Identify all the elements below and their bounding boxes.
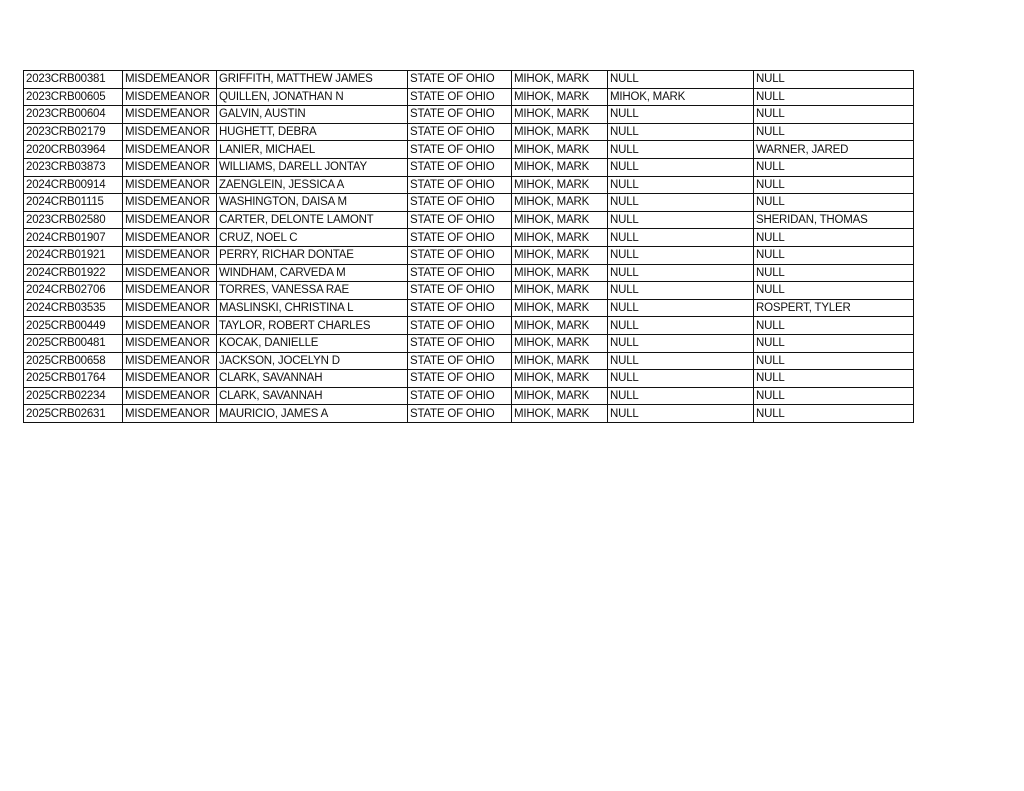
plaintiff-cell: STATE OF OHIO	[408, 370, 512, 388]
case-type-cell: MISDEMEANOR	[123, 158, 217, 176]
case-type-cell: MISDEMEANOR	[123, 211, 217, 229]
case-type-cell: MISDEMEANOR	[123, 387, 217, 405]
attorney-cell: NULL	[608, 282, 754, 300]
attorney-cell: NULL	[608, 176, 754, 194]
judge-cell: MIHOK, MARK	[512, 334, 608, 352]
defendant-name-cell: HUGHETT, DEBRA	[217, 123, 408, 141]
case-number-cell: 2023CRB00604	[24, 106, 123, 124]
table-row	[24, 176, 914, 194]
plaintiff-cell: STATE OF OHIO	[408, 71, 512, 89]
table-row	[24, 387, 914, 405]
plaintiff-cell: STATE OF OHIO	[408, 158, 512, 176]
table-row	[24, 229, 914, 247]
plaintiff-cell: STATE OF OHIO	[408, 387, 512, 405]
judge-cell: MIHOK, MARK	[512, 194, 608, 212]
plaintiff-cell: STATE OF OHIO	[408, 405, 512, 423]
case-number-cell: 2023CRB00605	[24, 88, 123, 106]
case-type-cell: MISDEMEANOR	[123, 71, 217, 89]
plaintiff-cell: STATE OF OHIO	[408, 282, 512, 300]
case-type-cell: MISDEMEANOR	[123, 299, 217, 317]
judge-cell: MIHOK, MARK	[512, 264, 608, 282]
judge-cell: MIHOK, MARK	[512, 370, 608, 388]
defense-attorney-cell: WARNER, JARED	[754, 141, 914, 159]
table-row	[24, 158, 914, 176]
plaintiff-cell: STATE OF OHIO	[408, 352, 512, 370]
attorney-cell: NULL	[608, 352, 754, 370]
defendant-name-cell: WINDHAM, CARVEDA M	[217, 264, 408, 282]
case-number-cell: 2023CRB02580	[24, 211, 123, 229]
attorney-cell: MIHOK, MARK	[608, 88, 754, 106]
judge-cell: MIHOK, MARK	[512, 246, 608, 264]
case-records-table	[23, 70, 914, 423]
table-row	[24, 352, 914, 370]
attorney-cell: NULL	[608, 229, 754, 247]
defendant-name-cell: CARTER, DELONTE LAMONT	[217, 211, 408, 229]
defendant-name-cell: TAYLOR, ROBERT CHARLES	[217, 317, 408, 335]
defendant-name-cell: CLARK, SAVANNAH	[217, 387, 408, 405]
case-number-cell: 2024CRB03535	[24, 299, 123, 317]
attorney-cell: NULL	[608, 299, 754, 317]
plaintiff-cell: STATE OF OHIO	[408, 88, 512, 106]
attorney-cell: NULL	[608, 71, 754, 89]
case-type-cell: MISDEMEANOR	[123, 352, 217, 370]
plaintiff-cell: STATE OF OHIO	[408, 229, 512, 247]
plaintiff-cell: STATE OF OHIO	[408, 211, 512, 229]
defendant-name-cell: MAURICIO, JAMES A	[217, 405, 408, 423]
plaintiff-cell: STATE OF OHIO	[408, 123, 512, 141]
case-number-cell: 2024CRB01907	[24, 229, 123, 247]
case-type-cell: MISDEMEANOR	[123, 405, 217, 423]
table-row	[24, 317, 914, 335]
case-number-cell: 2025CRB00481	[24, 334, 123, 352]
table-row	[24, 299, 914, 317]
defense-attorney-cell: NULL	[754, 176, 914, 194]
judge-cell: MIHOK, MARK	[512, 282, 608, 300]
case-type-cell: MISDEMEANOR	[123, 123, 217, 141]
defense-attorney-cell: NULL	[754, 106, 914, 124]
case-number-cell: 2023CRB03873	[24, 158, 123, 176]
attorney-cell: NULL	[608, 264, 754, 282]
case-number-cell: 2024CRB02706	[24, 282, 123, 300]
judge-cell: MIHOK, MARK	[512, 106, 608, 124]
case-number-cell: 2024CRB00914	[24, 176, 123, 194]
attorney-cell: NULL	[608, 141, 754, 159]
judge-cell: MIHOK, MARK	[512, 141, 608, 159]
defense-attorney-cell: NULL	[754, 370, 914, 388]
table-row	[24, 405, 914, 423]
defense-attorney-cell: NULL	[754, 317, 914, 335]
case-number-cell: 2025CRB01764	[24, 370, 123, 388]
defense-attorney-cell: NULL	[754, 282, 914, 300]
case-number-cell: 2020CRB03964	[24, 141, 123, 159]
defense-attorney-cell: NULL	[754, 123, 914, 141]
judge-cell: MIHOK, MARK	[512, 176, 608, 194]
judge-cell: MIHOK, MARK	[512, 387, 608, 405]
judge-cell: MIHOK, MARK	[512, 88, 608, 106]
table-row	[24, 194, 914, 212]
defendant-name-cell: JACKSON, JOCELYN D	[217, 352, 408, 370]
judge-cell: MIHOK, MARK	[512, 158, 608, 176]
defense-attorney-cell: NULL	[754, 71, 914, 89]
table-row	[24, 88, 914, 106]
table-row	[24, 211, 914, 229]
table-row	[24, 370, 914, 388]
plaintiff-cell: STATE OF OHIO	[408, 299, 512, 317]
defense-attorney-cell: NULL	[754, 387, 914, 405]
defense-attorney-cell: NULL	[754, 405, 914, 423]
table-row	[24, 334, 914, 352]
defense-attorney-cell: NULL	[754, 334, 914, 352]
table-row	[24, 264, 914, 282]
defense-attorney-cell: NULL	[754, 264, 914, 282]
attorney-cell: NULL	[608, 370, 754, 388]
table-row	[24, 71, 914, 89]
judge-cell: MIHOK, MARK	[512, 229, 608, 247]
judge-cell: MIHOK, MARK	[512, 317, 608, 335]
case-type-cell: MISDEMEANOR	[123, 106, 217, 124]
plaintiff-cell: STATE OF OHIO	[408, 317, 512, 335]
defense-attorney-cell: SHERIDAN, THOMAS	[754, 211, 914, 229]
defense-attorney-cell: NULL	[754, 352, 914, 370]
case-type-cell: MISDEMEANOR	[123, 176, 217, 194]
attorney-cell: NULL	[608, 317, 754, 335]
table-row	[24, 246, 914, 264]
attorney-cell: NULL	[608, 405, 754, 423]
table-row	[24, 123, 914, 141]
judge-cell: MIHOK, MARK	[512, 71, 608, 89]
case-type-cell: MISDEMEANOR	[123, 246, 217, 264]
case-number-cell: 2025CRB02631	[24, 405, 123, 423]
case-type-cell: MISDEMEANOR	[123, 229, 217, 247]
case-number-cell: 2025CRB00449	[24, 317, 123, 335]
defense-attorney-cell: ROSPERT, TYLER	[754, 299, 914, 317]
defendant-name-cell: GRIFFITH, MATTHEW JAMES	[217, 71, 408, 89]
case-number-cell: 2023CRB00381	[24, 71, 123, 89]
defendant-name-cell: WASHINGTON, DAISA M	[217, 194, 408, 212]
case-type-cell: MISDEMEANOR	[123, 317, 217, 335]
case-number-cell: 2024CRB01921	[24, 246, 123, 264]
case-type-cell: MISDEMEANOR	[123, 194, 217, 212]
table-row	[24, 282, 914, 300]
case-records-body	[24, 71, 914, 423]
plaintiff-cell: STATE OF OHIO	[408, 334, 512, 352]
judge-cell: MIHOK, MARK	[512, 299, 608, 317]
attorney-cell: NULL	[608, 334, 754, 352]
defense-attorney-cell: NULL	[754, 158, 914, 176]
judge-cell: MIHOK, MARK	[512, 405, 608, 423]
judge-cell: MIHOK, MARK	[512, 123, 608, 141]
defendant-name-cell: ZAENGLEIN, JESSICA A	[217, 176, 408, 194]
attorney-cell: NULL	[608, 387, 754, 405]
case-type-cell: MISDEMEANOR	[123, 370, 217, 388]
defense-attorney-cell: NULL	[754, 88, 914, 106]
plaintiff-cell: STATE OF OHIO	[408, 264, 512, 282]
case-type-cell: MISDEMEANOR	[123, 282, 217, 300]
defendant-name-cell: WILLIAMS, DARELL JONTAY	[217, 158, 408, 176]
defendant-name-cell: GALVIN, AUSTIN	[217, 106, 408, 124]
case-number-cell: 2024CRB01922	[24, 264, 123, 282]
defendant-name-cell: CLARK, SAVANNAH	[217, 370, 408, 388]
table-row	[24, 106, 914, 124]
defendant-name-cell: QUILLEN, JONATHAN N	[217, 88, 408, 106]
case-type-cell: MISDEMEANOR	[123, 88, 217, 106]
attorney-cell: NULL	[608, 194, 754, 212]
defendant-name-cell: KOCAK, DANIELLE	[217, 334, 408, 352]
defendant-name-cell: PERRY, RICHAR DONTAE	[217, 246, 408, 264]
case-number-cell: 2023CRB02179	[24, 123, 123, 141]
defense-attorney-cell: NULL	[754, 229, 914, 247]
case-number-cell: 2025CRB00658	[24, 352, 123, 370]
attorney-cell: NULL	[608, 211, 754, 229]
plaintiff-cell: STATE OF OHIO	[408, 246, 512, 264]
case-type-cell: MISDEMEANOR	[123, 264, 217, 282]
attorney-cell: NULL	[608, 106, 754, 124]
defense-attorney-cell: NULL	[754, 194, 914, 212]
plaintiff-cell: STATE OF OHIO	[408, 194, 512, 212]
attorney-cell: NULL	[608, 246, 754, 264]
defense-attorney-cell: NULL	[754, 246, 914, 264]
attorney-cell: NULL	[608, 123, 754, 141]
plaintiff-cell: STATE OF OHIO	[408, 176, 512, 194]
table-row	[24, 141, 914, 159]
plaintiff-cell: STATE OF OHIO	[408, 106, 512, 124]
plaintiff-cell: STATE OF OHIO	[408, 141, 512, 159]
case-number-cell: 2024CRB01115	[24, 194, 123, 212]
defendant-name-cell: TORRES, VANESSA RAE	[217, 282, 408, 300]
case-number-cell: 2025CRB02234	[24, 387, 123, 405]
judge-cell: MIHOK, MARK	[512, 211, 608, 229]
attorney-cell: NULL	[608, 158, 754, 176]
defendant-name-cell: LANIER, MICHAEL	[217, 141, 408, 159]
defendant-name-cell: MASLINSKI, CHRISTINA L	[217, 299, 408, 317]
judge-cell: MIHOK, MARK	[512, 352, 608, 370]
defendant-name-cell: CRUZ, NOEL C	[217, 229, 408, 247]
case-type-cell: MISDEMEANOR	[123, 141, 217, 159]
case-type-cell: MISDEMEANOR	[123, 334, 217, 352]
